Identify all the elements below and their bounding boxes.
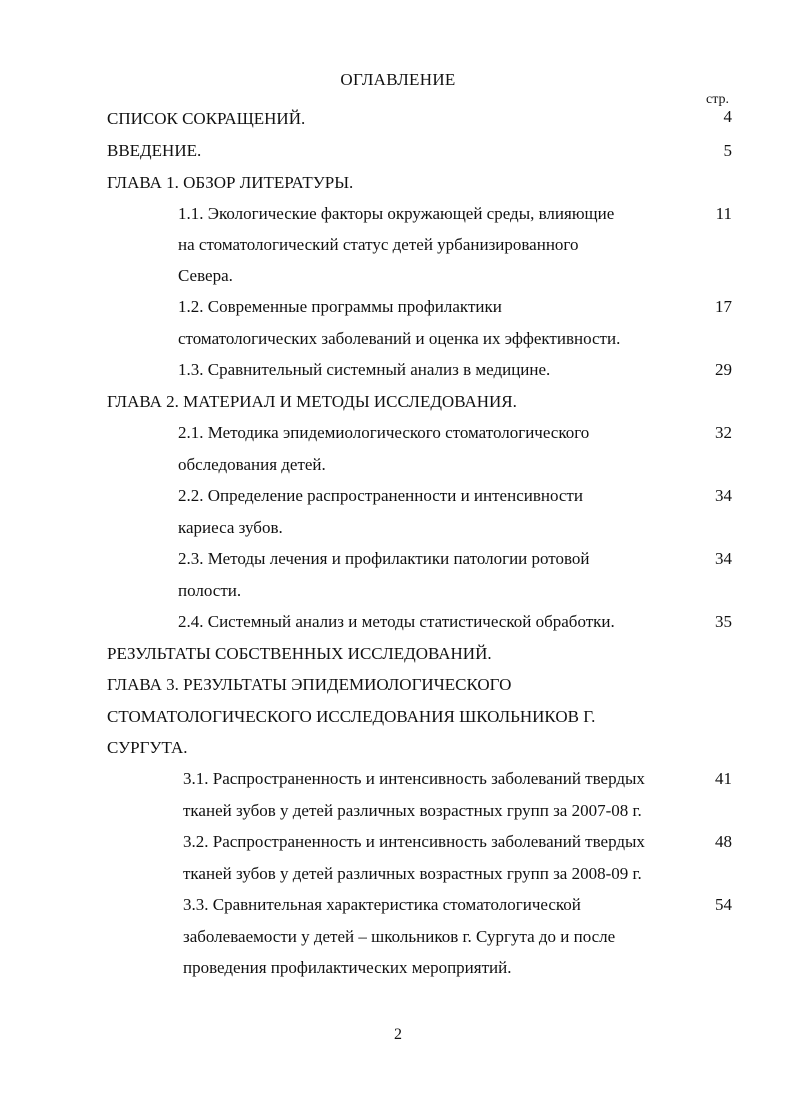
toc-entry-section-2-1-line-1: 2.1. Методика эпидемиологического стоматологического — [178, 423, 590, 442]
page-column-label: стр. — [706, 92, 730, 107]
toc-entry-section-3-2-line-2: тканей зубов у детей различных возрастных групп за 2008-09 г. — [183, 864, 642, 883]
toc-entry-section-1-1-line-1: 1.1. Экологические факторы окружающей среды, влияющие — [178, 204, 615, 223]
toc-page-number: 29 — [715, 360, 732, 379]
toc-entry-section-2-3-line-2: полости. — [178, 581, 242, 600]
toc-page-number: 32 — [715, 423, 732, 442]
toc-entry-section-3-3-line-1: 3.3. Сравнительная характеристика стоматологической — [183, 895, 581, 914]
page-title: ОГЛАВЛЕНИЕ — [340, 70, 456, 89]
toc-entry-results: РЕЗУЛЬТАТЫ СОБСТВЕННЫХ ИССЛЕДОВАНИЙ. — [107, 644, 492, 663]
toc-entry-section-3-1-line-2: тканей зубов у детей различных возрастных групп за 2007-08 г. — [183, 801, 642, 820]
toc-page-number: 17 — [715, 297, 732, 316]
toc-entry-section-2-2-line-2: кариеса зубов. — [178, 518, 283, 537]
toc-entry-chapter-3-line-3: СУРГУТА. — [107, 738, 188, 757]
toc-entry-section-1-1-line-2: на стоматологический статус детей урбанизированного — [178, 235, 579, 254]
toc-entry-section-2-1-line-2: обследования детей. — [178, 455, 326, 474]
toc-entry-chapter-3-line-1: ГЛАВА 3. РЕЗУЛЬТАТЫ ЭПИДЕМИОЛОГИЧЕСКОГО — [107, 675, 512, 694]
toc-entry-chapter-2: ГЛАВА 2. МАТЕРИАЛ И МЕТОДЫ ИССЛЕДОВАНИЯ. — [107, 392, 517, 411]
toc-page-number: 34 — [715, 486, 732, 505]
toc-page-number: 4 — [723, 107, 732, 126]
toc-entry-section-2-2-line-1: 2.2. Определение распространенности и интенсивности — [178, 486, 583, 505]
toc-entry-section-2-4: 2.4. Системный анализ и методы статистической обработки. — [178, 612, 615, 631]
toc-entry-introduction: ВВЕДЕНИЕ. — [107, 141, 202, 160]
toc-entry-chapter-3-line-2: СТОМАТОЛОГИЧЕСКОГО ИССЛЕДОВАНИЯ ШКОЛЬНИКОВ Г. — [107, 707, 596, 726]
toc-entry-section-3-3-line-2: заболеваемости у детей – школьников г. Сургута до и после — [183, 927, 616, 946]
toc-page-number: 41 — [715, 769, 732, 788]
toc-entry-section-3-3-line-3: проведения профилактических мероприятий. — [183, 958, 512, 977]
toc-entry-section-1-3: 1.3. Сравнительный системный анализ в медицине. — [178, 360, 551, 379]
toc-entry-chapter-1: ГЛАВА 1. ОБЗОР ЛИТЕРАТУРЫ. — [107, 173, 354, 192]
toc-page-number: 54 — [715, 895, 732, 914]
toc-page-number: 35 — [715, 612, 732, 631]
toc-page-number: 5 — [723, 141, 732, 160]
toc-entry-section-3-1-line-1: 3.1. Распространенность и интенсивность заболеваний твердых — [183, 769, 645, 788]
toc-entry-section-3-2-line-1: 3.2. Распространенность и интенсивность заболеваний твердых — [183, 832, 645, 851]
toc-page-number: 34 — [715, 549, 732, 568]
toc-page-number: 48 — [715, 832, 732, 851]
toc-entry-section-1-2-line-2: стоматологических заболеваний и оценка их эффективности. — [178, 329, 621, 348]
footer-page-number: 2 — [394, 1026, 402, 1043]
toc-entry-section-1-1-line-3: Севера. — [178, 266, 233, 285]
toc-page-number: 11 — [715, 204, 732, 223]
toc-entry-section-1-2-line-1: 1.2. Современные программы профилактики — [178, 297, 502, 316]
toc-entry-section-2-3-line-1: 2.3. Методы лечения и профилактики патологии ротовой — [178, 549, 590, 568]
toc-entry-abbreviations: СПИСОК СОКРАЩЕНИЙ. — [107, 109, 306, 128]
